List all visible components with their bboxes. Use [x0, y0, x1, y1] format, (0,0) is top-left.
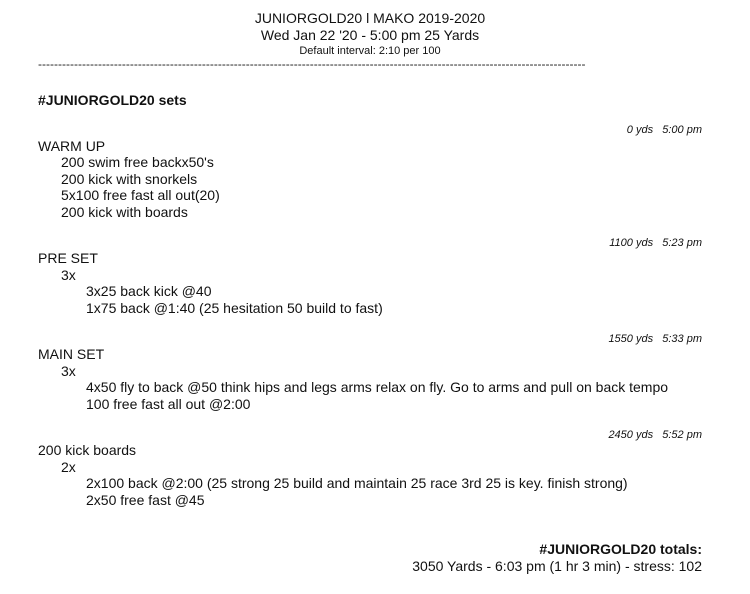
dashed-divider: ----------------------------------------------------------------------------------------------------------------------------------------- [38, 57, 586, 71]
set-line: 2x100 back @2:00 (25 strong 25 build and maintain 25 race 3rd 25 is key. finish strong) [86, 475, 628, 491]
set-line: 100 free fast all out @2:00 [86, 396, 251, 412]
set-repeat: 2x [61, 459, 76, 475]
totals-block [412, 541, 702, 575]
section-meta: 2450 yds 5:52 pm [608, 429, 702, 441]
document-title: JUNIORGOLD20 l MAKO 2019-2020 [254, 10, 486, 26]
set-line: 4x50 fly to back @50 think hips and legs arms relax on fly. Go to arms and pull on back tempo [86, 379, 669, 395]
section-meta: 1550 yds 5:33 pm [608, 333, 702, 345]
section-title: PRE SET [38, 250, 98, 266]
set-line: 1x75 back @1:40 (25 hesitation 50 build to fast) [86, 300, 383, 316]
totals-summary: 3050 Yards - 6:03 pm (1 hr 3 min) - stress: 102 [412, 558, 702, 574]
section-meta: 0 yds 5:00 pm [626, 124, 702, 136]
set-repeat: 3x [61, 267, 76, 283]
set-line: 200 kick with snorkels [61, 171, 198, 187]
default-interval: Default interval: 2:10 per 100 [299, 45, 441, 57]
set-line: 200 kick with boards [61, 204, 188, 220]
section-title: WARM UP [38, 138, 106, 154]
section-title: 200 kick boards [38, 442, 137, 458]
document-header [0, 10, 740, 58]
set-line: 3x25 back kick @40 [86, 283, 212, 299]
set-line: 200 swim free backx50's [61, 154, 214, 170]
sets-heading: #JUNIORGOLD20 sets [38, 92, 187, 108]
totals-title: #JUNIORGOLD20 totals: [539, 541, 702, 557]
set-line: 2x50 free fast @45 [86, 492, 205, 508]
section-title: MAIN SET [38, 346, 105, 362]
set-line: 5x100 free fast all out(20) [61, 187, 220, 203]
workout-date: Wed Jan 22 '20 - 5:00 pm 25 Yards [260, 27, 480, 43]
section-meta: 1100 yds 5:23 pm [609, 237, 702, 249]
set-repeat: 3x [61, 363, 76, 379]
